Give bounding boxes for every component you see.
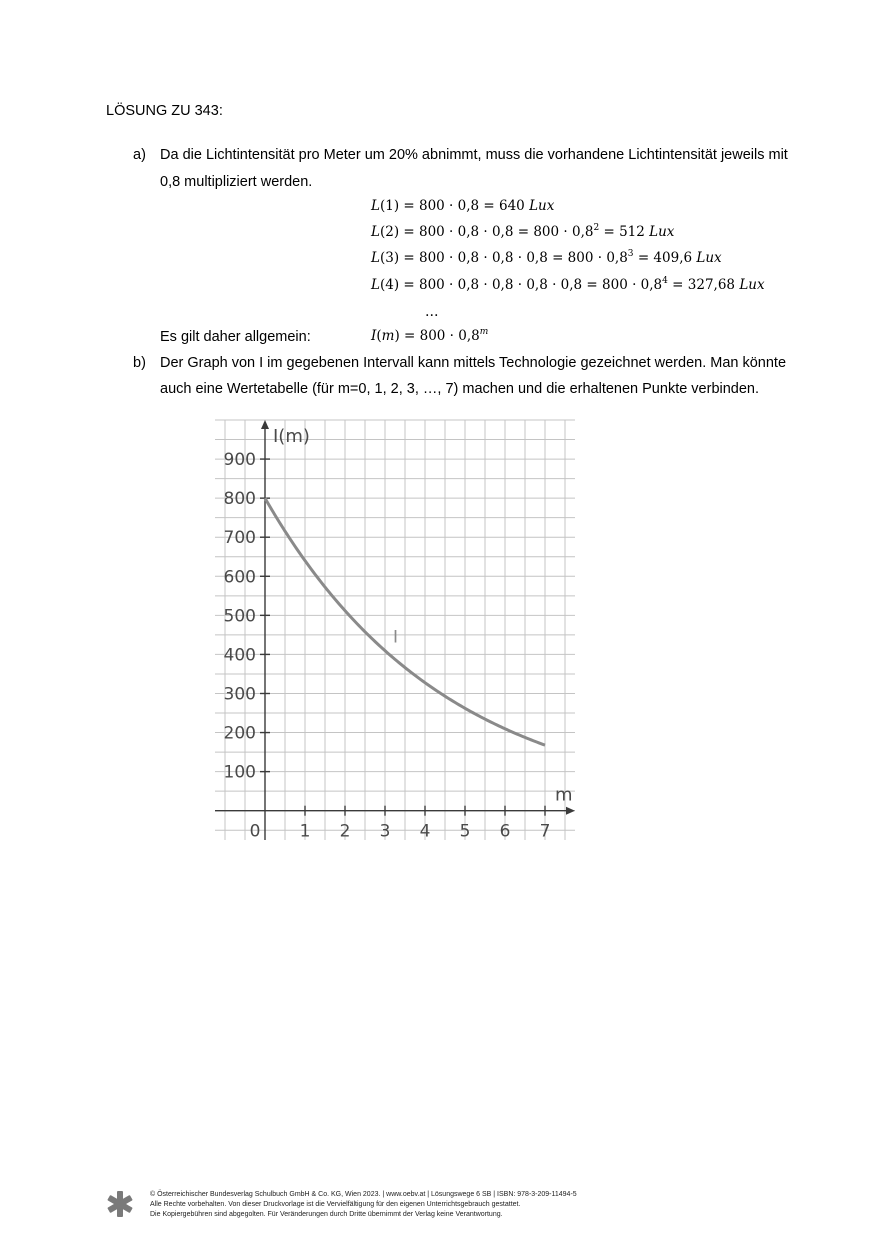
eq1-arg: (1)	[379, 198, 400, 214]
eq2-unit: Lux	[649, 224, 675, 240]
x-tick-label: 2	[339, 821, 351, 842]
eq4-rhs2: = 327,68	[667, 277, 740, 293]
eq2-arg: (2)	[379, 224, 400, 240]
general-arg-open: (	[376, 328, 382, 344]
eq3-rhs2: = 409,6	[633, 250, 697, 266]
y-tick-label: 100	[223, 762, 256, 783]
eq1-unit: Lux	[529, 198, 555, 214]
logo-shape	[107, 1191, 133, 1217]
y-tick-label: 600	[223, 567, 256, 588]
part-a-marker: a)	[133, 147, 146, 163]
eq4-unit: Lux	[739, 277, 765, 293]
eq1-rhs: = 800 · 0,8 = 640	[399, 198, 530, 214]
footer-line-1: © Österreichischer Bundesverlag Schulbuch GmbH & Co. KG, Wien 2023. | www.oebv.at | Lösungswege 6 SB | ISBN: 978-3-209-11494-5	[150, 1191, 577, 1198]
y-tick-label: 500	[223, 606, 256, 627]
footer-line-3: Die Kopiergebühren sind abgegolten. Für Veränderungen durch Dritte übernimmt der Verlag keine Verantwortung.	[150, 1211, 503, 1218]
page-title: LÖSUNG ZU 343:	[106, 103, 223, 119]
equation-l2	[371, 224, 674, 240]
x-axis-label: m	[555, 784, 573, 806]
general-arg-var: m	[381, 328, 395, 344]
general-exponent: m	[479, 327, 489, 337]
y-tick-label: 700	[223, 528, 256, 549]
part-b-line-2: auch eine Wertetabelle (für m=0, 1, 2, 3, …, 7) machen und die erhaltenen Punkte verbinden.	[160, 381, 760, 397]
equation-l3	[371, 250, 722, 266]
eq2-exponent: 2	[593, 223, 600, 233]
general-arg-close: )	[394, 328, 400, 344]
eq3-arg: (3)	[379, 250, 400, 266]
eq2-lhs: L	[371, 224, 380, 240]
part-a-line-1: Da die Lichtintensität pro Meter um 20% abnimmt, muss die vorhandene Lichtintensität jeweils mit	[160, 147, 788, 163]
equation-l4	[371, 277, 765, 293]
y-tick-label: 300	[223, 684, 256, 705]
ellipsis: …	[425, 304, 439, 320]
general-formula	[371, 328, 488, 344]
eq3-unit: Lux	[696, 250, 722, 266]
x-axis-arrow	[566, 807, 575, 815]
x-tick-label: 5	[459, 821, 471, 842]
eq2-rhs: = 800 · 0,8 · 0,8 = 800 · 0,8	[399, 224, 594, 240]
footer	[150, 1190, 577, 1220]
exponential-decay-chart	[205, 415, 585, 845]
y-axis-arrow	[261, 420, 269, 429]
x-tick-label: 3	[379, 821, 391, 842]
y-tick-label: 800	[223, 489, 256, 510]
eq3-rhs: = 800 · 0,8 · 0,8 · 0,8 = 800 · 0,8	[399, 250, 628, 266]
footer-line-2: Alle Rechte vorbehalten. Von dieser Druckvorlage ist die Vervielfältigung für den eigenen Unterrichtsgebrauch gestattet.	[150, 1201, 521, 1208]
y-tick-label: 200	[223, 723, 256, 744]
part-b-marker: b)	[133, 355, 146, 371]
eq4-lhs: L	[371, 277, 380, 293]
publisher-logo-icon	[105, 1189, 135, 1219]
x-tick-label: 4	[419, 821, 431, 842]
part-b-line-1: Der Graph von I im gegebenen Intervall kann mittels Technologie gezeichnet werden. Man könnte	[160, 355, 787, 371]
eq4-exponent: 4	[662, 276, 668, 286]
y-tick-label: 400	[223, 645, 256, 666]
y-axis-label: I(m)	[273, 426, 310, 447]
eq2-rhs2: = 512	[599, 224, 650, 240]
eq4-rhs: = 800 · 0,8 · 0,8 · 0,8 · 0,8 = 800 · 0,8	[399, 277, 663, 293]
general-rhs: = 800 · 0,8	[399, 328, 480, 344]
x-tick-label: 0	[249, 821, 261, 842]
y-tick-label: 900	[223, 450, 256, 471]
eq3-exponent: 3	[627, 249, 634, 259]
eq3-lhs: L	[371, 250, 380, 266]
x-tick-label: 1	[299, 821, 311, 842]
equation-l1	[371, 198, 554, 214]
curve-label: I	[393, 627, 399, 648]
x-tick-label: 6	[499, 821, 511, 842]
eq4-arg: (4)	[379, 277, 400, 293]
general-lhs: I	[371, 328, 377, 344]
x-tick-label: 7	[539, 821, 551, 842]
part-a-line-2: 0,8 multipliziert werden.	[160, 174, 313, 190]
eq1-lhs: L	[371, 198, 380, 214]
general-label: Es gilt daher allgemein:	[160, 329, 311, 345]
